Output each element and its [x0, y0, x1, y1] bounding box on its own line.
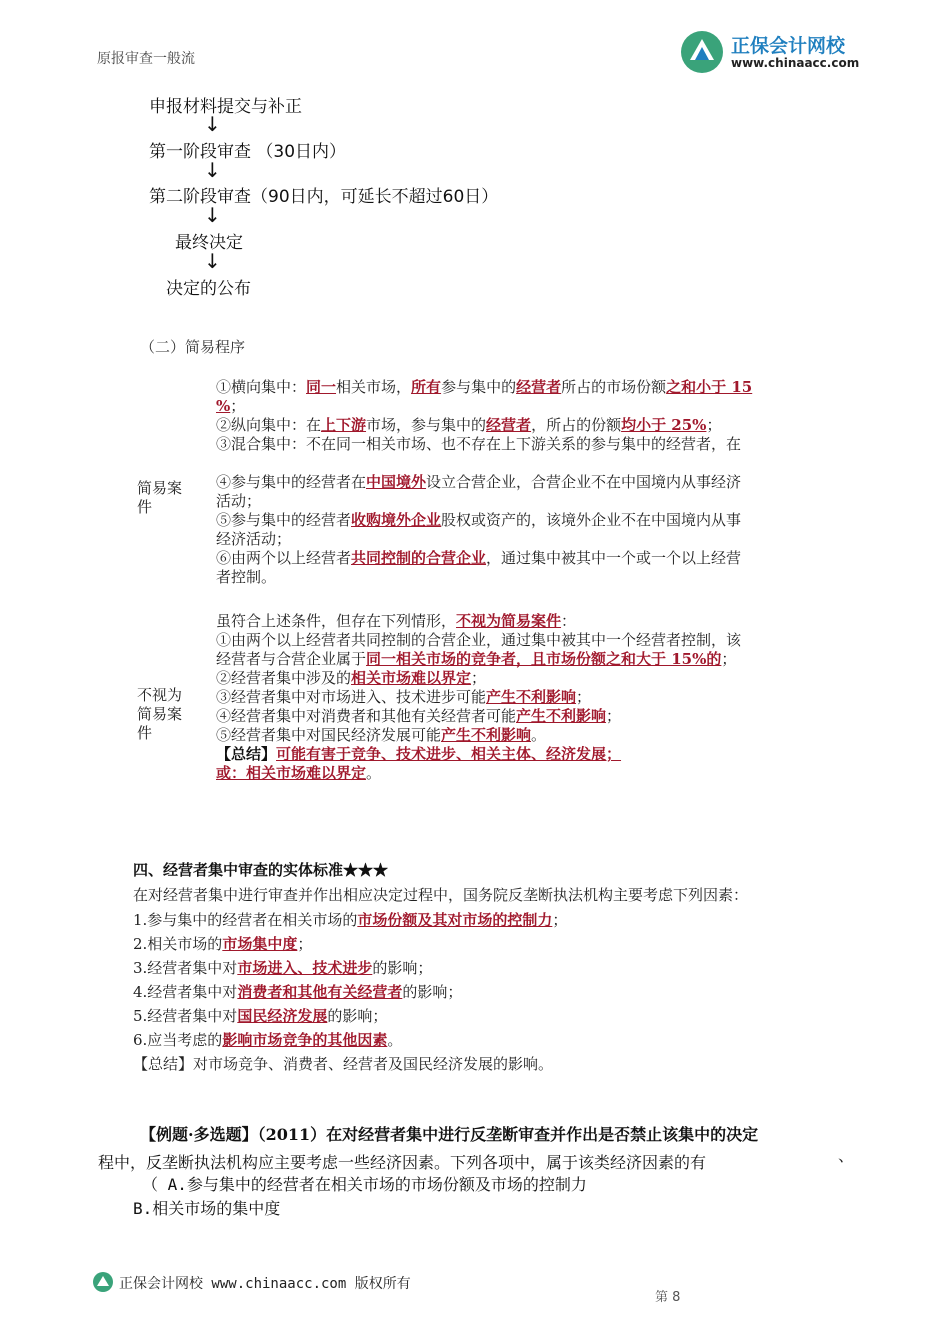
section-heading-cut: （二）简易程序	[140, 338, 246, 356]
exception-5: ⑤经营者集中对国民经济发展可能产生不利影响。	[216, 726, 547, 744]
exception-4: ④经营者集中对消费者和其他有关经营者可能产生不利影响；	[216, 707, 622, 725]
criterion-2: ②纵向集中：在上下游市场，参与集中的经营者，所占的份额均小于 25%；	[216, 416, 722, 434]
section4-title: 四、经营者集中审查的实体标准★★★	[133, 861, 389, 879]
logo-url[interactable]: www.chinaacc.com	[731, 56, 860, 70]
exception-3: ③经营者集中对市场进入、技术进步可能产生不利影响；	[216, 688, 592, 706]
top-left-fragment: 原报审查一般流	[97, 51, 195, 67]
flow-step-3: 第二阶段审查（90日内，可延长不超过60日）	[149, 187, 499, 207]
example-question-tail: 、	[838, 1146, 855, 1165]
criterion-6: ⑥由两个以上经营者共同控制的合营企业，通过集中被其中一个或一个以上经营	[216, 549, 742, 567]
footer-logo-icon	[92, 1271, 114, 1293]
example-option-b-cut: B.相关市场的集中度	[133, 1199, 281, 1218]
section4-item-1: 1.参与集中的经营者在相关市场的市场份额及其对市场的控制力；	[133, 911, 568, 929]
criterion-5-cont: 经济活动；	[216, 530, 292, 548]
exception-summary: 【总结】可能有害于竞争、技术进步、相关主体、经济发展；	[216, 745, 622, 763]
example-option-a: （ A.参与集中的经营者在相关市场的市场份额及市场的控制力	[142, 1175, 587, 1194]
section4-item-5: 5.经营者集中对国民经济发展的影响；	[133, 1007, 388, 1025]
flow-step-1: 申报材料提交与补正	[149, 97, 302, 117]
page-number-cut: 第 8	[655, 1290, 681, 1305]
exception-intro: 虽符合上述条件，但存在下列情形，不视为简易案件：	[216, 612, 577, 630]
flow-arrow-icon: ↓	[204, 112, 221, 136]
criterion-6-cont: 者控制。	[216, 568, 277, 586]
flow-arrow-icon: ↓	[204, 203, 221, 227]
footer-text: 正保会计网校 www.chinaacc.com 版权所有	[119, 1276, 411, 1292]
example-question: 程中，反垄断执法机构应主要考虑一些经济因素。下列各项中，属于该类经济因素的有	[98, 1153, 707, 1172]
flow-step-5: 决定的公布	[166, 279, 251, 299]
criterion-3: ③混合集中：不在同一相关市场、也不存在上下游关系的参与集中的经营者，在	[216, 435, 742, 453]
criterion-4: ④参与集中的经营者在中国境外设立合营企业，合营企业不在中国境内从事经济	[216, 473, 742, 491]
criterion-5: ⑤参与集中的经营者收购境外企业股权或资产的，该境外企业不在中国境内从事	[216, 511, 742, 529]
flow-arrow-icon: ↓	[204, 249, 221, 273]
section4-item-3: 3.经营者集中对市场进入、技术进步的影响；	[133, 959, 433, 977]
section4-intro: 在对经营者集中进行审查并作出相应决定过程中，国务院反垄断执法机构主要考虑下列因素：	[133, 886, 749, 904]
criterion-1-cont: %；	[216, 397, 246, 415]
logo-mark-icon	[679, 29, 725, 75]
label-simple-case: 简易案件	[137, 479, 183, 516]
brand-logo	[679, 29, 859, 77]
exception-1-cont: 经营者与合营企业属于同一相关市场的竞争者，且市场份额之和大于 15%的；	[216, 650, 737, 668]
logo-name: 正保会计网校	[731, 35, 846, 57]
flow-arrow-icon: ↓	[204, 158, 221, 182]
flow-step-4: 最终决定	[175, 233, 243, 253]
example-title-cut: 【例题·多选题】（2011）在对经营者集中进行反垄断审查并作出是否禁止该集中的决定	[140, 1125, 759, 1144]
section4-item-4: 4.经营者集中对消费者和其他有关经营者的影响；	[133, 983, 463, 1001]
exception-2: ②经营者集中涉及的相关市场难以界定；	[216, 669, 487, 687]
criterion-4-cont: 活动；	[216, 492, 262, 510]
exception-summary-cont: 或：相关市场难以界定。	[216, 764, 382, 782]
section4-summary: 【总结】对市场竞争、消费者、经营者及国民经济发展的影响。	[133, 1055, 554, 1073]
criterion-1: ①横向集中：同一相关市场，所有参与集中的经营者所占的市场份额之和小于 15	[216, 378, 753, 396]
flow-step-2: 第一阶段审查 （30日内）	[149, 142, 347, 162]
label-not-simple-case: 不视为简易案件	[137, 686, 183, 742]
section4-item-2: 2.相关市场的市场集中度；	[133, 935, 313, 953]
exception-1: ①由两个以上经营者共同控制的合营企业，通过集中被其中一个经营者控制，该	[216, 631, 742, 649]
section4-item-6: 6.应当考虑的影响市场竞争的其他因素。	[133, 1031, 403, 1049]
footer	[92, 1270, 492, 1296]
